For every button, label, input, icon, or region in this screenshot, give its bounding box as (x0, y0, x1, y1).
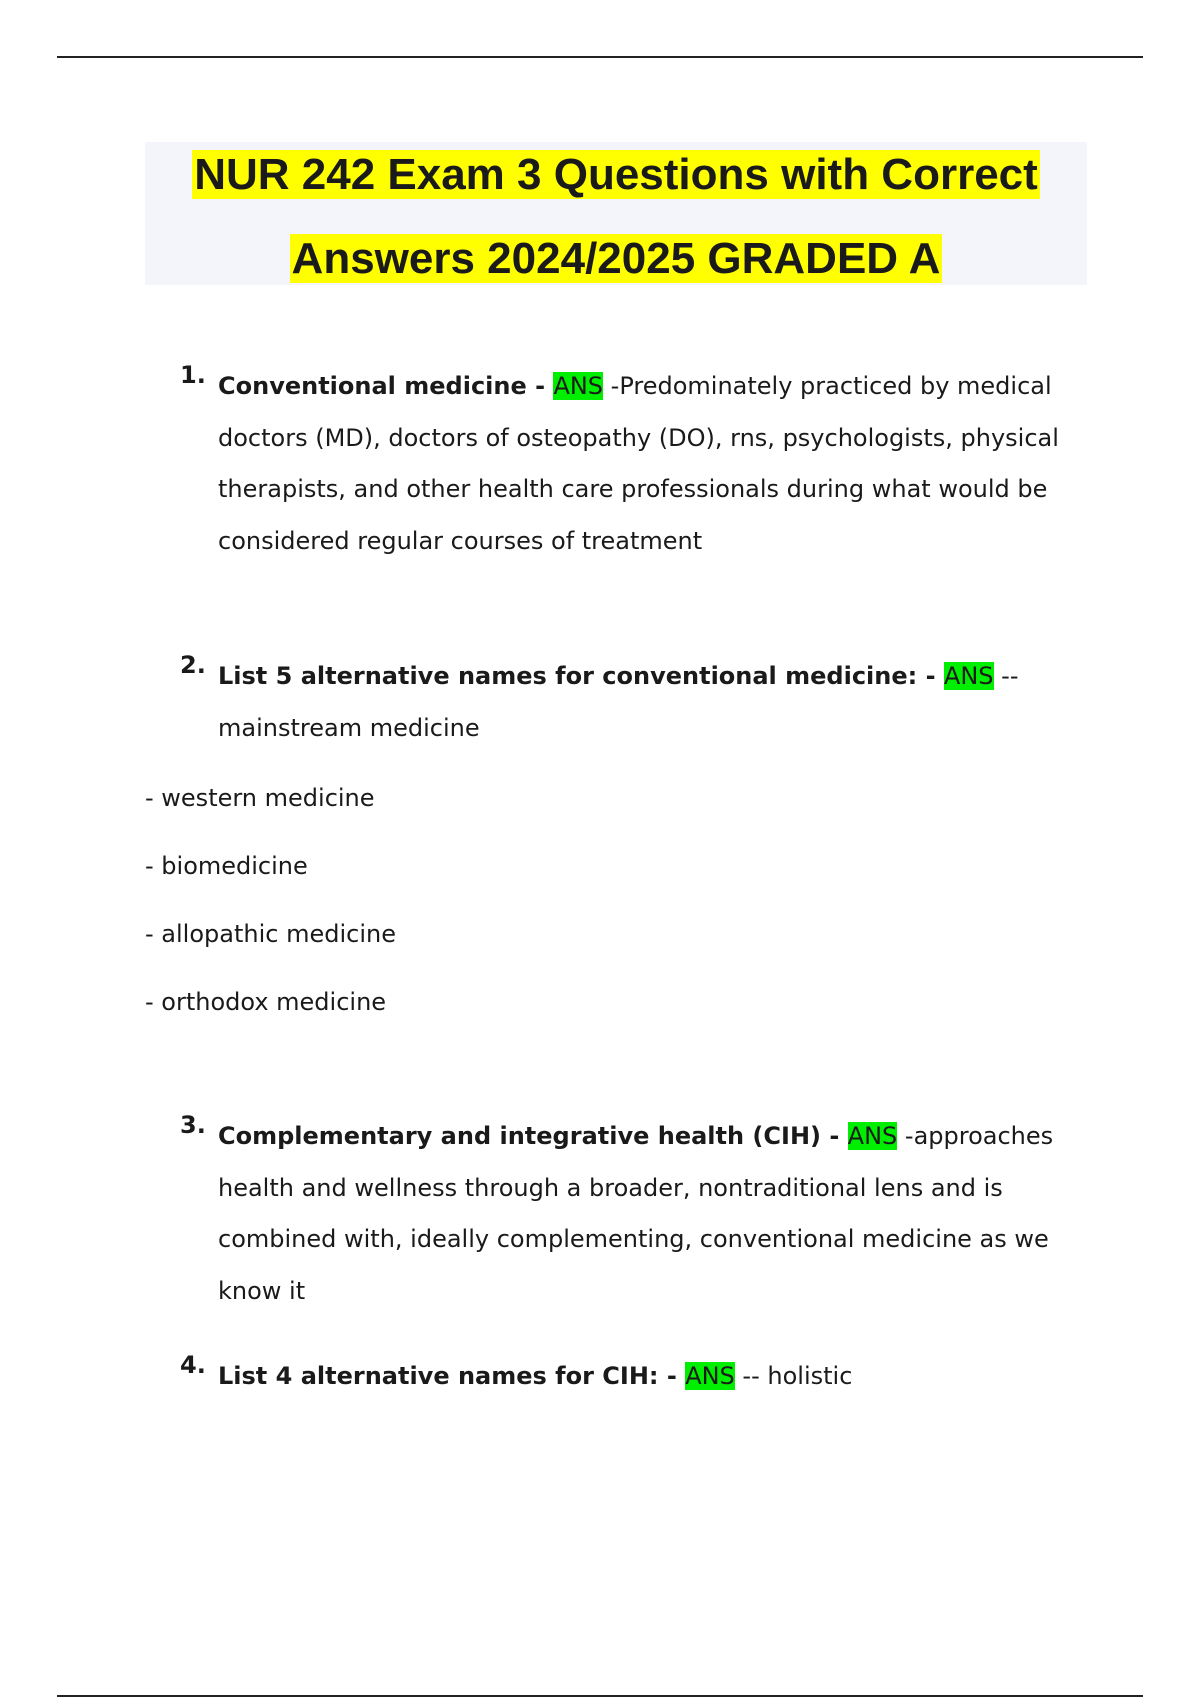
bottom-rule (57, 1695, 1143, 1697)
answer-text: -Predominately practiced by medical doctors (MD), doctors of osteopathy (DO), rns, psychologists, physical therapists, and other health care professionals during what would be considered regular courses of treatment (218, 372, 1059, 555)
question-item-1 (180, 361, 1100, 567)
answer-continuation-line: - orthodox medicine (145, 988, 387, 1016)
ans-label: ANS (847, 1122, 898, 1150)
ans-label: ANS (943, 662, 994, 690)
item-number: 1. (180, 361, 206, 389)
question-text: Complementary and integrative health (CIH) - (218, 1122, 848, 1150)
ans-label: ANS (685, 1362, 735, 1390)
question-item-2 (180, 651, 1100, 754)
ans-label: ANS (553, 372, 604, 400)
item-number: 2. (180, 651, 206, 679)
answer-text: -approaches health and wellness through a broader, nontraditional lens and is combined with, ideally complementing, conventional medicine as we know it (218, 1122, 1054, 1305)
question-text: Conventional medicine - (218, 372, 554, 400)
question-item-4 (180, 1351, 1100, 1403)
answer-text: -- holistic (734, 1362, 853, 1390)
top-rule (57, 56, 1143, 58)
item-number: 4. (180, 1351, 206, 1379)
answer-continuation-line: - western medicine (145, 784, 375, 812)
question-text: List 5 alternative names for conventional medicine: - (218, 662, 944, 690)
document-title-line-1: NUR 242 Exam 3 Questions with Correct (194, 150, 1038, 199)
answer-continuation-line: - biomedicine (145, 852, 308, 880)
document-title-line-2: Answers 2024/2025 GRADED A (291, 234, 941, 283)
answer-continuation-line: - allopathic medicine (145, 920, 396, 948)
question-item-3 (180, 1111, 1100, 1317)
answer-text: -- mainstream medicine (218, 662, 1019, 742)
question-text: List 4 alternative names for CIH: - (218, 1362, 686, 1390)
item-number: 3. (180, 1111, 206, 1139)
